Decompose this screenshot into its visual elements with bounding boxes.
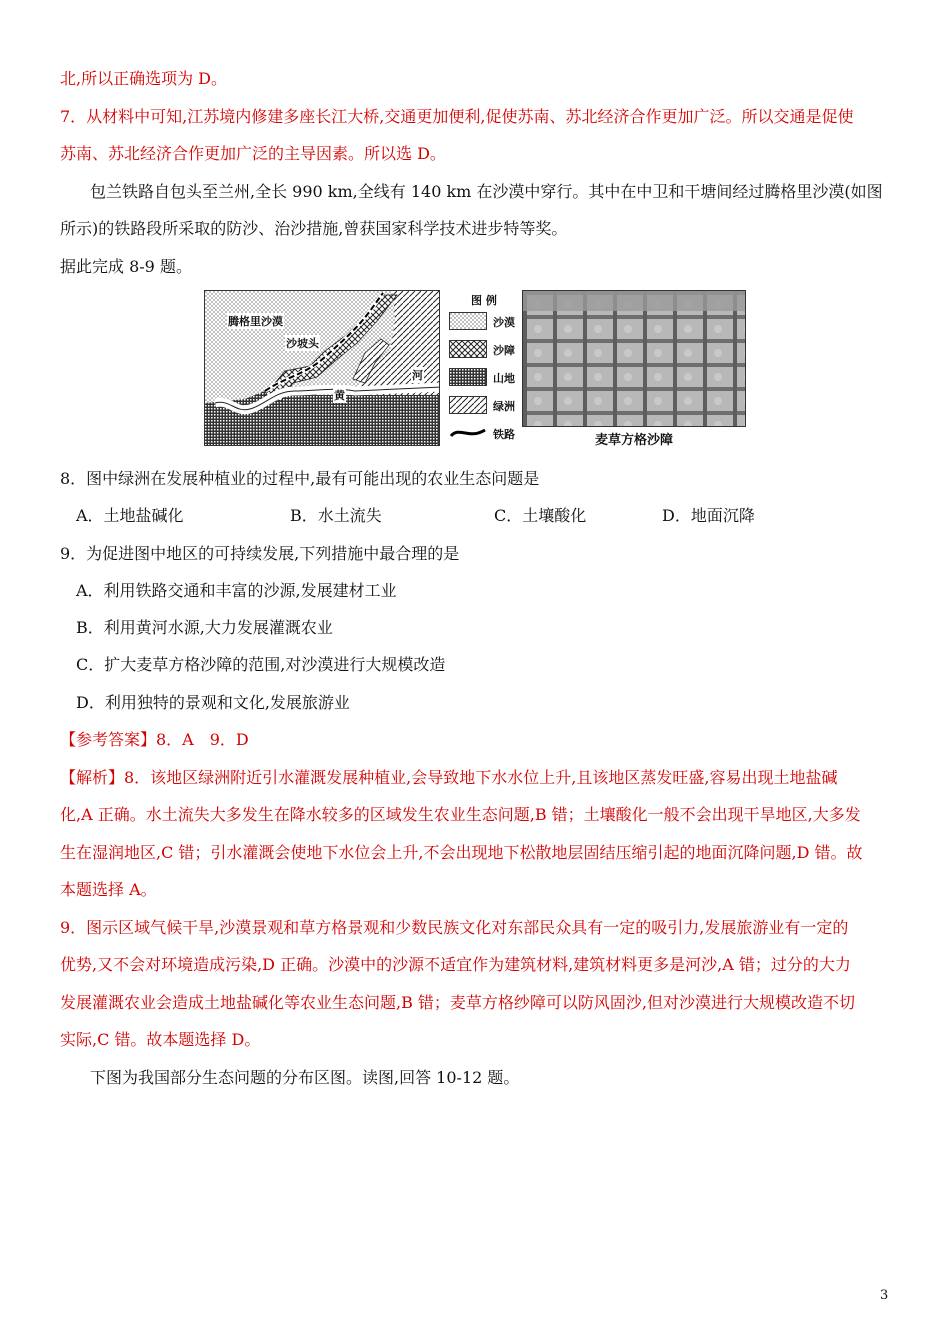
q9-option-b: B．利用黄河水源,大力发展灌溉农业 bbox=[76, 618, 333, 637]
q8-option-a: A．土地盐碱化 bbox=[76, 506, 184, 525]
q9-stem: 9．为促进图中地区的可持续发展,下列措施中最合理的是 bbox=[60, 544, 460, 563]
instruction-line: 据此完成 8-9 题。 bbox=[60, 257, 192, 276]
analysis-q9-line2: 优势,又不会对环境造成污染,D 正确。沙漠中的沙源不适宜作为建筑材料,建筑材料更多是河沙,A 错；过分的大力 bbox=[60, 955, 851, 974]
legend-item-mountain bbox=[449, 368, 519, 388]
q9-option-a: A．利用铁路交通和丰富的沙源,发展建材工业 bbox=[76, 581, 397, 600]
legend-label-railway: 铁路 bbox=[493, 428, 515, 441]
material-line2: 所示)的铁路段所采取的防沙、治沙措施,曾获国家科学技术进步特等奖。 bbox=[60, 219, 568, 238]
map-label-town: 沙坡头 bbox=[286, 337, 319, 350]
q8-option-d: D．地面沉降 bbox=[662, 506, 755, 525]
next-section-intro: 下图为我国部分生态问题的分布区图。读图,回答 10-12 题。 bbox=[90, 1068, 520, 1087]
legend-title: 图 例 bbox=[471, 294, 497, 307]
legend-item-desert bbox=[449, 312, 519, 332]
analysis-q9-line3: 发展灌溉农业会造成土地盐碱化等农业生态问题,B 错；麦草方格纱障可以防风固沙,但对沙漠进行大规模改造不切 bbox=[60, 993, 856, 1012]
map-label-river-1: 黄 bbox=[334, 389, 345, 402]
analysis-q8-line2: 化,A 正确。水土流失大多发生在降水较多的区域发生农业生态问题,B 错；土壤酸化一般不会出现干旱地区,大多发 bbox=[60, 805, 861, 824]
map-label-river-2: 河 bbox=[412, 369, 423, 382]
analysis-q8-line4: 本题选择 A。 bbox=[60, 880, 157, 899]
legend-label-oasis: 绿洲 bbox=[493, 400, 515, 413]
legend-item-sand-barrier bbox=[449, 340, 519, 360]
q7-analysis-line2: 苏南、苏北经济合作更加广泛的主导因素。所以选 D。 bbox=[60, 144, 446, 163]
legend-item-oasis bbox=[449, 396, 519, 416]
desert-map bbox=[204, 290, 440, 446]
legend-label-desert: 沙漠 bbox=[493, 316, 515, 329]
q9-option-c: C．扩大麦草方格沙障的范围,对沙漠进行大规模改造 bbox=[76, 655, 446, 674]
map-label-desert: 腾格里沙漠 bbox=[228, 315, 283, 328]
analysis-q9-line1: 9．图示区域气候干旱,沙漠景观和草方格景观和少数民族文化对东部民众具有一定的吸引力,发展旅游业有一定的 bbox=[60, 918, 849, 937]
legend-swatch-sand-barrier bbox=[449, 340, 487, 358]
page-number: 3 bbox=[880, 1288, 889, 1303]
answer-line-prev: 北,所以正确选项为 D。 bbox=[60, 69, 228, 88]
q8-option-b: B．水土流失 bbox=[290, 506, 382, 525]
q8-stem: 8．图中绿洲在发展种植业的过程中,最有可能出现的农业生态问题是 bbox=[60, 469, 540, 488]
q8-option-c: C．土壤酸化 bbox=[494, 506, 587, 525]
legend-item-railway bbox=[449, 424, 519, 444]
analysis-q9-line4: 实际,C 错。故本题选择 D。 bbox=[60, 1030, 261, 1049]
legend-swatch-desert bbox=[449, 312, 487, 330]
legend-label-mountain: 山地 bbox=[493, 372, 515, 385]
photo-caption: 麦草方格沙障 bbox=[594, 433, 673, 448]
reference-answer: 【参考答案】8．A 9．D bbox=[60, 730, 249, 749]
q7-analysis-line1: 7．从材料中可知,江苏境内修建多座长江大桥,交通更加便利,促使苏南、苏北经济合作更加广泛。所以交通是促使 bbox=[60, 107, 854, 126]
legend-swatch-railway bbox=[449, 424, 487, 442]
legend-swatch-oasis bbox=[449, 396, 487, 414]
q9-option-d: D．利用独特的景观和文化,发展旅游业 bbox=[76, 693, 350, 712]
legend-swatch-mountain bbox=[449, 368, 487, 386]
figure bbox=[204, 290, 746, 450]
analysis-q8-line3: 生在湿润地区,C 错；引水灌溉会使地下水位会上升,不会出现地下松散地层固结压缩引起的地面沉降问题,D 错。故 bbox=[60, 843, 863, 862]
analysis-q8-line1: 【解析】8．该地区绿洲附近引水灌溉发展种植业,会导致地下水水位上升,且该地区蒸发旺盛,容易出现土地盐碱 bbox=[60, 768, 838, 787]
straw-checkerboard-photo bbox=[522, 290, 746, 427]
material-line1: 包兰铁路自包头至兰州,全长 990 km,全线有 140 km 在沙漠中穿行。其中在中卫和干塘间经过腾格里沙漠(如图 bbox=[90, 182, 883, 201]
legend-label-sand-barrier: 沙障 bbox=[493, 344, 515, 357]
legend bbox=[449, 290, 519, 446]
